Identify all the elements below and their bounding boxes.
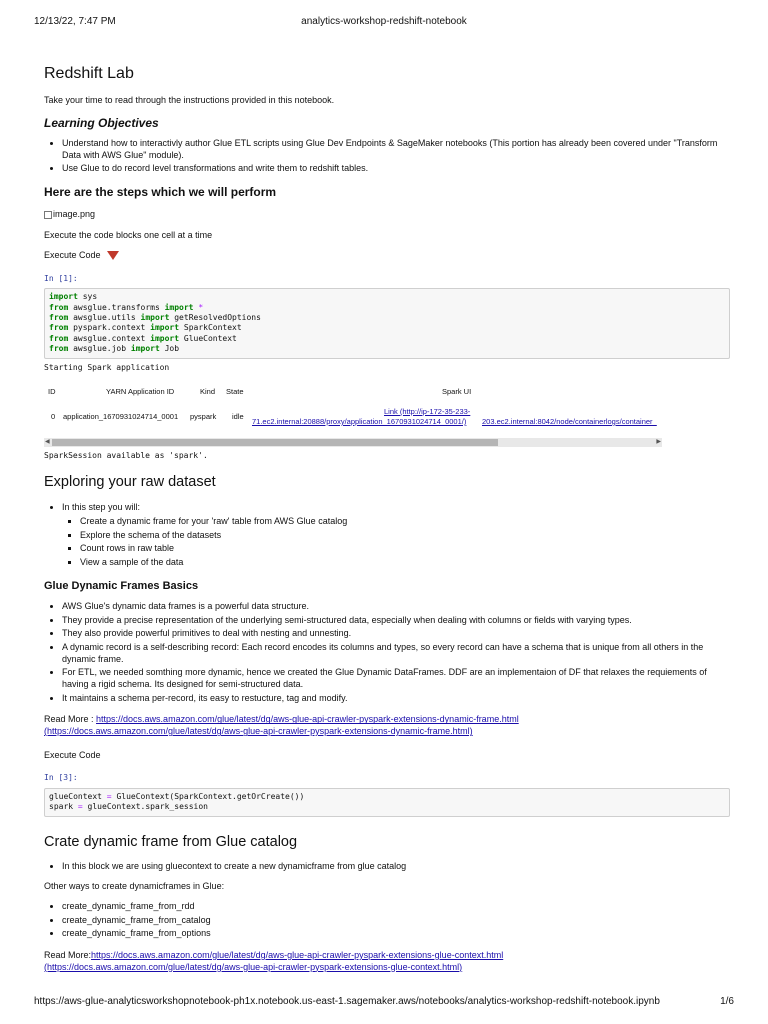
code-line — [49, 802, 725, 812]
execute-code-toggle[interactable] — [44, 250, 734, 262]
explore-subitem: ▪ View a sample of the data — [80, 557, 734, 569]
code-text: awsglue.transforms — [68, 302, 165, 312]
code-cell[interactable] — [44, 788, 730, 817]
table-cell-state: idle — [232, 411, 244, 421]
notebook-content — [44, 60, 734, 983]
intro-text: Take your time to read through the instructions provided in this notebook. — [44, 94, 335, 105]
readmore-dynamic-frame — [44, 714, 734, 737]
code-line — [49, 323, 725, 333]
driver-log-link[interactable]: 203.ec2.internal:8042/node/containerlogs/container_ — [482, 416, 657, 426]
cell-prompt: In [1]: — [44, 273, 78, 283]
code-keyword: from — [49, 323, 69, 333]
dynframes-item: • For ETL, we needed somthing more dynamic, hence we created the Glue Dynamic DataFrames. DDF are an implementaion of DF that relaxes the requiements of having a rigid schema. Its designed for semi-structured data. — [62, 667, 734, 690]
explore-list — [44, 502, 734, 568]
code-keyword: from — [49, 302, 69, 312]
code-line — [49, 344, 725, 354]
code-text: sys — [77, 292, 98, 302]
code-keyword: from — [49, 312, 69, 322]
code-keyword: import — [150, 323, 180, 333]
cell-prompt: In [3]: — [44, 773, 78, 783]
steps-heading: Here are the steps which we will perform — [44, 185, 277, 200]
code-keyword: import — [130, 344, 160, 354]
print-url: https://aws-glue-analyticsworkshopnotebook-ph1x.notebook.us-east-1.sagemaker.aws/notebooks/analytics-workshop-redshift-notebook.ipynb — [34, 996, 660, 1007]
table-header-state: State — [226, 386, 244, 396]
dynframes-item: • It maintains a schema per-record, its easy to restucture, tag and modify. — [62, 693, 734, 705]
explore-item — [62, 502, 734, 568]
dynframes-item: • They also provide powerful primitives to deal with nesting and unnesting. — [62, 628, 734, 640]
code-cell[interactable] — [44, 288, 730, 358]
explore-subitem: ▪ Explore the schema of the datasets — [80, 530, 734, 542]
code-keyword: from — [49, 344, 69, 354]
explore-subitem: ▪ Create a dynamic frame for your 'raw' table from AWS Glue catalog — [80, 516, 734, 528]
dynframes-heading: Glue Dynamic Frames Basics — [44, 579, 199, 592]
readmore-label: Read More: — [44, 949, 92, 960]
other-ways-text: Other ways to create dynamicframes in Glue: — [44, 881, 225, 892]
dynframes-item: • They provide a precise representation of the underlying semi-structured data, especially when dealing with columns or fields with varying types. — [62, 615, 734, 627]
code-text: Job — [159, 344, 180, 354]
code-line — [49, 292, 725, 302]
explore-intro: In this step you will: — [62, 502, 141, 513]
code-text: awsglue.utils — [68, 312, 141, 322]
explore-sublist — [62, 516, 734, 569]
dynframes-item: • AWS Glue's dynamic data frames is a powerful data structure. — [62, 601, 734, 613]
table-header-id: ID — [48, 386, 56, 396]
scrollbar-thumb[interactable] — [52, 439, 498, 446]
code-text: SparkContext — [179, 323, 242, 333]
table-header-kind: Kind — [200, 386, 216, 396]
code-text: getResolvedOptions — [169, 312, 261, 322]
code-text: GlueContext(SparkContext.getOrCreate()) — [111, 791, 305, 801]
crate-list — [44, 861, 734, 873]
page-title: Redshift Lab — [44, 65, 134, 82]
broken-image-icon — [44, 211, 52, 219]
print-title: analytics-workshop-redshift-notebook — [301, 16, 467, 27]
readmore-link-full[interactable]: (https://docs.aws.amazon.com/glue/latest/dg/aws-glue-api-crawler-pyspark-extensions-dynamic-frame.html) — [44, 726, 473, 737]
method-item: • create_dynamic_frame_from_catalog — [62, 915, 734, 927]
table-cell-app-id: application_1670931024714_0001 — [63, 411, 179, 421]
crate-item: • In this block we are using gluecontext to create a new dynamicframe from glue catalog — [62, 861, 734, 873]
code-text: glueContext — [49, 791, 107, 801]
code-operator: * — [198, 302, 204, 312]
code-keyword: import — [164, 302, 194, 312]
code-text: pyspark.context — [68, 323, 151, 333]
image-alt-text: image.png — [53, 208, 96, 219]
spark-app-table — [44, 379, 662, 447]
scroll-left-icon[interactable]: ◀ — [45, 438, 50, 445]
explore-heading: Exploring your raw dataset — [44, 474, 216, 491]
table-header-spark-ui: Spark UI — [442, 386, 472, 396]
explore-subitem: ▪ Count rows in raw table — [80, 543, 734, 555]
objective-item: • Understand how to interactivly author Glue ETL scripts using Glue Dev Endpoints & SageMaker notebooks (This portion has already been covered under "Transform Data with AWS Glue" module). — [62, 138, 734, 161]
spark-ui-link-continued[interactable]: 71.ec2.internal:20888/proxy/application_1670931024714_0001/) — [252, 416, 467, 426]
readmore-label: Read More : — [44, 714, 97, 725]
spark-ui-link[interactable]: Link (http://ip-172-35-233- — [384, 406, 471, 416]
cell-output-start: Starting Spark application — [44, 362, 170, 372]
dynframes-list — [44, 601, 734, 705]
method-item: • create_dynamic_frame_from_rdd — [62, 901, 734, 913]
readmore-link[interactable]: https://docs.aws.amazon.com/glue/latest/dg/aws-glue-api-crawler-pyspark-extensions-glue-context.html — [91, 949, 504, 960]
code-line — [49, 792, 725, 802]
readmore-link[interactable]: https://docs.aws.amazon.com/glue/latest/dg/aws-glue-api-crawler-pyspark-extensions-dynamic-frame.html — [96, 714, 519, 725]
code-line — [49, 303, 725, 313]
table-cell-id: 0 — [51, 411, 56, 421]
table-cell-kind: pyspark — [190, 411, 217, 421]
page-number: 1/6 — [720, 996, 734, 1007]
objectives-list — [44, 138, 734, 175]
crate-heading: Crate dynamic frame from Glue catalog — [44, 833, 298, 850]
methods-list — [44, 901, 734, 940]
code-keyword: import — [49, 292, 78, 302]
code-operator: = — [77, 802, 83, 812]
broken-image — [44, 209, 734, 221]
table-header-yarn: YARN Application ID — [106, 386, 175, 396]
print-datetime: 12/13/22, 7:47 PM — [34, 16, 116, 27]
code-text: GlueContext — [179, 333, 237, 343]
scroll-right-icon[interactable]: ▶ — [656, 438, 661, 445]
cell-output-end: SparkSession available as 'spark'. — [44, 450, 208, 460]
code-text: awsglue.context — [68, 333, 151, 343]
dynframes-item: • A dynamic record is a self-describing record: Each record encodes its columns and types, so every record can have a schema that is unique from all others in the dynamic frame. — [62, 642, 734, 665]
readmore-glue-context — [44, 950, 734, 973]
objective-item: • Use Glue to do record level transformations and write them to redshift tables. — [62, 163, 734, 175]
execute-code-label: Execute Code — [44, 250, 101, 261]
execute-code-text: Execute Code — [44, 749, 101, 760]
horizontal-scrollbar[interactable] — [44, 438, 662, 447]
objectives-heading: Learning Objectives — [44, 116, 159, 131]
code-text: awsglue.job — [68, 344, 131, 354]
code-operator: = — [106, 791, 112, 801]
code-keyword: import — [140, 312, 170, 322]
code-keyword: import — [150, 333, 180, 343]
triangle-down-icon[interactable] — [107, 251, 119, 260]
code-line — [49, 334, 725, 344]
code-text: glueContext.spark_session — [82, 802, 208, 812]
code-line — [49, 313, 725, 323]
code-text: spark — [49, 802, 78, 812]
method-item: • create_dynamic_frame_from_options — [62, 928, 734, 940]
readmore-link-full[interactable]: (https://docs.aws.amazon.com/glue/latest/dg/aws-glue-api-crawler-pyspark-extensions-glue-context.html) — [44, 961, 463, 972]
code-keyword: from — [49, 333, 69, 343]
steps-instruction: Execute the code blocks one cell at a time — [44, 230, 213, 241]
